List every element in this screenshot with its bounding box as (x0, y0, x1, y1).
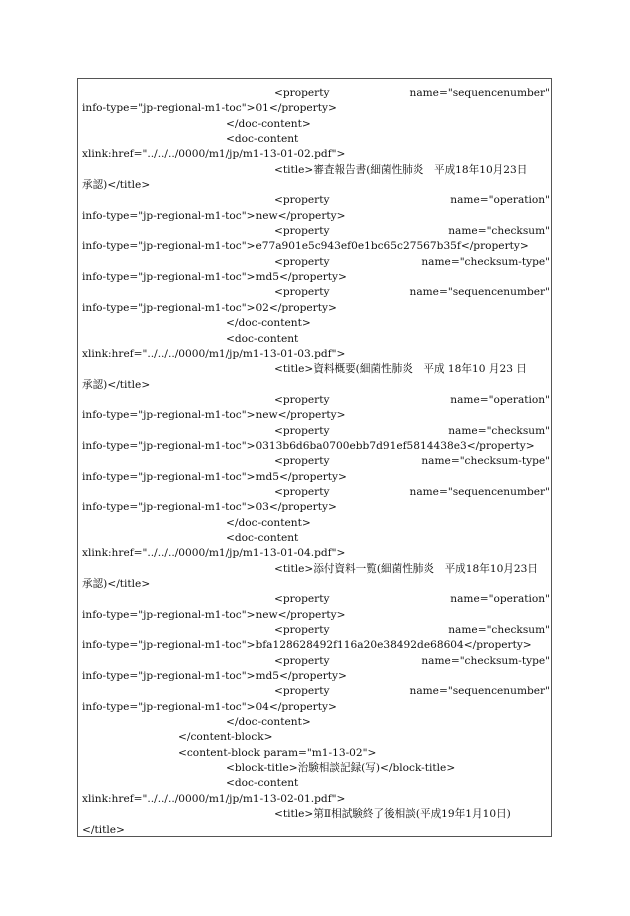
code-line (82, 408, 550, 423)
code-text: <doc-content (226, 531, 299, 544)
code-text: xlink:href="../../../0000/m1/jp/m1-13-01-02.pdf"> (82, 148, 346, 161)
code-text: xlink:href="../../../0000/m1/jp/m1-13-02-01.pdf"> (82, 792, 346, 805)
code-line (82, 301, 550, 316)
code-text: info-type="jp-regional-m1-toc">03</property> (82, 501, 337, 514)
code-attribute: name="operation" (450, 593, 550, 606)
code-line (82, 147, 550, 162)
code-line (82, 823, 550, 838)
code-text: <title>資料概要(細菌性肺炎 平成 18年10 月23 日 (274, 363, 527, 376)
code-text: info-type="jp-regional-m1-toc">new</property> (82, 608, 346, 621)
code-line (82, 255, 550, 270)
code-line (82, 316, 550, 331)
code-line (82, 592, 550, 607)
code-text: <title>第Ⅱ相試験終了後相談(平成19年1月10日) (274, 808, 511, 821)
code-line (82, 132, 550, 147)
code-line (82, 730, 550, 745)
code-text: info-type="jp-regional-m1-toc">md5</property> (82, 670, 347, 683)
code-line (82, 239, 550, 254)
code-text: 承認)</title> (82, 378, 151, 391)
code-line (82, 623, 550, 638)
code-line (82, 700, 550, 715)
code-line (82, 178, 550, 193)
code-text: info-type="jp-regional-m1-toc">md5</property> (82, 470, 347, 483)
code-text: <property (274, 225, 330, 238)
code-text: xlink:href="../../../0000/m1/jp/m1-13-01-03.pdf"> (82, 347, 346, 360)
code-line (82, 424, 550, 439)
code-line (82, 470, 550, 485)
code-line (82, 638, 550, 653)
xml-listing (82, 86, 550, 838)
code-text: <property (274, 424, 330, 437)
code-attribute: name="checksum-type" (421, 255, 550, 268)
code-line (82, 546, 550, 561)
code-line (82, 516, 550, 531)
code-text: <property (274, 654, 330, 667)
code-text: info-type="jp-regional-m1-toc">new</property> (82, 209, 346, 222)
code-line (82, 193, 550, 208)
code-line (82, 577, 550, 592)
code-text: <doc-content (226, 332, 299, 345)
code-attribute: name="checksum-type" (421, 455, 550, 468)
code-text: <doc-content (226, 777, 299, 790)
code-line (82, 270, 550, 285)
code-line (82, 347, 550, 362)
code-text: <block-title>治験相談記録(写)</block-title> (226, 762, 456, 775)
code-text: <property (274, 485, 330, 498)
code-line (82, 761, 550, 776)
code-line (82, 117, 550, 132)
code-line (82, 285, 550, 300)
code-text: info-type="jp-regional-m1-toc">04</property> (82, 700, 337, 713)
code-text: info-type="jp-regional-m1-toc">01</property> (82, 102, 337, 115)
code-text: <property (274, 685, 330, 698)
code-line (82, 454, 550, 469)
code-attribute: name="sequencenumber" (409, 485, 550, 498)
code-line (82, 776, 550, 791)
code-attribute: name="operation" (450, 393, 550, 406)
code-text: </doc-content> (226, 317, 311, 330)
code-line (82, 209, 550, 224)
code-text: <property (274, 393, 330, 406)
code-line (82, 608, 550, 623)
code-text: </title> (82, 823, 125, 836)
code-attribute: name="operation" (450, 194, 550, 207)
code-line (82, 224, 550, 239)
code-line (82, 807, 550, 822)
code-line (82, 654, 550, 669)
code-attribute: name="checksum" (448, 424, 550, 437)
code-attribute: name="sequencenumber" (409, 286, 550, 299)
code-text: <property (274, 593, 330, 606)
code-text: <property (274, 455, 330, 468)
code-text: <title>審査報告書(細菌性肺炎 平成18年10月23日 (274, 163, 528, 176)
code-attribute: name="sequencenumber" (409, 87, 550, 99)
code-text: </content-block> (178, 731, 273, 744)
code-line (82, 86, 550, 101)
code-text: info-type="jp-regional-m1-toc">md5</property> (82, 271, 347, 284)
code-line (82, 715, 550, 730)
code-text: <property (274, 255, 330, 268)
code-line (82, 378, 550, 393)
code-line (82, 746, 550, 761)
code-text: info-type="jp-regional-m1-toc">bfa128628492f116a20e38492de68604</property> (82, 639, 532, 652)
code-attribute: name="sequencenumber" (409, 685, 550, 698)
code-line (82, 362, 550, 377)
code-line (82, 669, 550, 684)
code-line (82, 531, 550, 546)
code-text: <property (274, 87, 330, 99)
code-line (82, 101, 550, 116)
code-line (82, 684, 550, 699)
code-line (82, 485, 550, 500)
code-text: </doc-content> (226, 117, 311, 130)
code-text: <title>添付資料一覧(細菌性肺炎 平成18年10月23日 (274, 562, 538, 575)
code-attribute: name="checksum" (448, 624, 550, 637)
code-line (82, 792, 550, 807)
code-text: info-type="jp-regional-m1-toc">0313b6d6ba0700ebb7d91ef5814438e3</property> (82, 439, 535, 452)
code-text: <property (274, 194, 330, 207)
code-line (82, 439, 550, 454)
code-text: 承認)</title> (82, 179, 151, 192)
code-text: info-type="jp-regional-m1-toc">new</property> (82, 409, 346, 422)
code-attribute: name="checksum-type" (421, 654, 550, 667)
code-line (82, 562, 550, 577)
code-text: <doc-content (226, 133, 299, 146)
code-attribute: name="checksum" (448, 225, 550, 238)
code-line (82, 163, 550, 178)
code-text: </doc-content> (226, 716, 311, 729)
code-text: </doc-content> (226, 516, 311, 529)
code-text: info-type="jp-regional-m1-toc">02</property> (82, 301, 337, 314)
code-text: <property (274, 624, 330, 637)
code-text: info-type="jp-regional-m1-toc">e77a901e5c943ef0e1bc65c27567b35f</property> (82, 240, 529, 253)
code-line (82, 393, 550, 408)
code-line (82, 500, 550, 515)
code-text: <content-block param="m1-13-02"> (178, 746, 377, 759)
code-text: <property (274, 286, 330, 299)
code-line (82, 332, 550, 347)
code-text: 承認)</title> (82, 578, 151, 590)
code-text: xlink:href="../../../0000/m1/jp/m1-13-01-04.pdf"> (82, 547, 346, 560)
